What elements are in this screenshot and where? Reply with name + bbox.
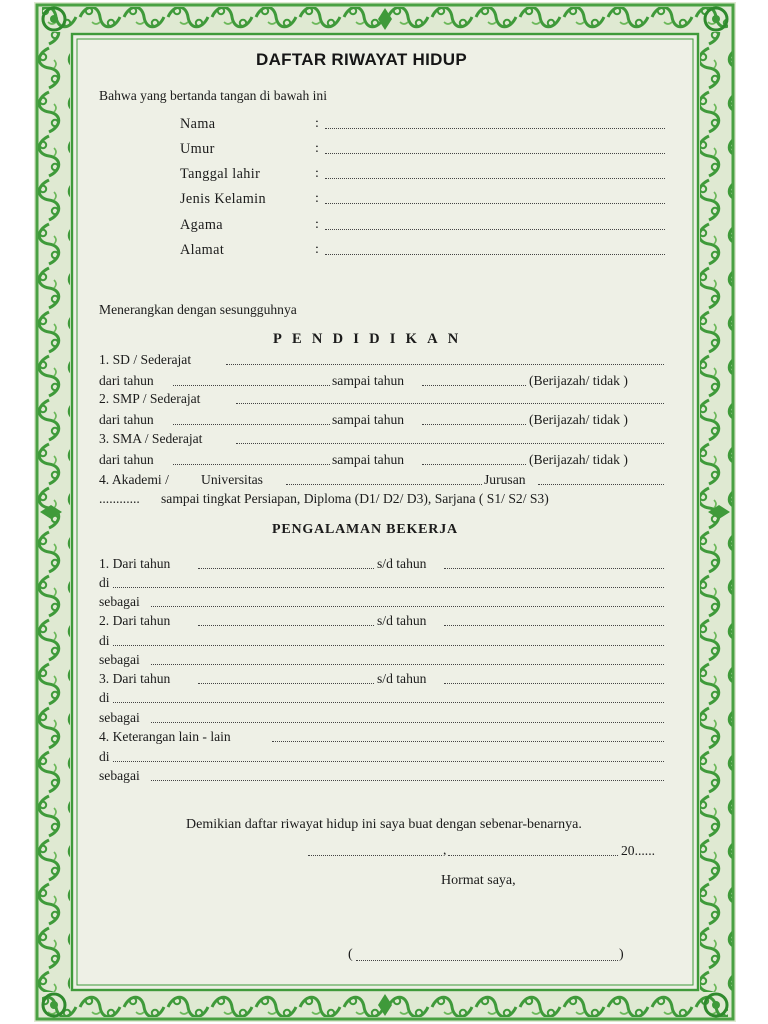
- field-blank-agama[interactable]: [325, 229, 665, 230]
- date-blank[interactable]: [448, 855, 618, 856]
- work-other-label: 4. Keterangan lain - lain: [99, 729, 231, 744]
- work-1-until-blank[interactable]: [444, 568, 664, 569]
- education-sd-blank[interactable]: [226, 364, 664, 365]
- education-level-lead[interactable]: ............: [99, 491, 140, 506]
- work-2-at-blank[interactable]: [113, 645, 664, 646]
- place-blank[interactable]: [308, 855, 442, 856]
- education-from-label: dari tahun: [99, 452, 154, 467]
- work-heading: PENGALAMAN BEKERJA: [272, 522, 458, 537]
- field-colon: :: [315, 191, 319, 206]
- regards-text: Hormat saya,: [441, 873, 516, 888]
- work-2-as-blank[interactable]: [151, 664, 664, 665]
- education-smp-blank[interactable]: [236, 403, 664, 404]
- date-comma: ,: [443, 842, 447, 857]
- work-3-from-blank[interactable]: [198, 683, 374, 684]
- work-other-at-blank[interactable]: [113, 761, 664, 762]
- work-as-label: sebagai: [99, 652, 140, 667]
- work-as-label: sebagai: [99, 710, 140, 725]
- education-smp-until-blank[interactable]: [422, 424, 526, 425]
- field-blank-umur[interactable]: [325, 153, 665, 154]
- education-sd-until-blank[interactable]: [422, 385, 526, 386]
- work-3-until-blank[interactable]: [444, 683, 664, 684]
- work-3-as-blank[interactable]: [151, 722, 664, 723]
- education-cert-label: (Berijazah/ tidak ): [529, 452, 628, 467]
- education-sd-label: 1. SD / Sederajat: [99, 352, 192, 367]
- education-cert-label: (Berijazah/ tidak ): [529, 373, 628, 388]
- signature-blank[interactable]: [356, 960, 618, 961]
- education-sma-label: 3. SMA / Sederajat: [99, 431, 203, 446]
- work-1-as-blank[interactable]: [151, 606, 664, 607]
- work-at-label: di: [99, 749, 110, 764]
- work-2-from-blank[interactable]: [198, 625, 374, 626]
- field-label-jenis-kelamin: Jenis Kelamin: [180, 191, 266, 207]
- work-at-label: di: [99, 575, 110, 590]
- ornamental-border: [34, 2, 736, 1022]
- work-other-blank[interactable]: [272, 741, 664, 742]
- year-field[interactable]: 20......: [621, 843, 655, 858]
- education-from-label: dari tahun: [99, 412, 154, 427]
- intro-text: Bahwa yang bertanda tangan di bawah ini: [99, 88, 327, 103]
- education-sma-blank[interactable]: [236, 443, 664, 444]
- work-1-label: 1. Dari tahun: [99, 556, 171, 571]
- signature-close-paren: ): [619, 947, 624, 962]
- field-label-alamat: Alamat: [180, 242, 225, 258]
- field-label-tanggal-lahir: Tanggal lahir: [180, 166, 261, 182]
- education-sd-from-blank[interactable]: [173, 385, 330, 386]
- education-from-label: dari tahun: [99, 373, 154, 388]
- education-smp-label: 2. SMP / Sederajat: [99, 391, 201, 406]
- field-blank-alamat[interactable]: [325, 254, 665, 255]
- work-1-at-blank[interactable]: [113, 587, 664, 588]
- education-jurusan-label: Jurusan: [484, 472, 526, 487]
- document-title: DAFTAR RIWAYAT HIDUP: [256, 50, 467, 69]
- field-colon: :: [315, 116, 319, 131]
- work-2-label: 2. Dari tahun: [99, 613, 171, 628]
- work-until-label: s/d tahun: [377, 671, 427, 686]
- closing-statement: Demikian daftar riwayat hidup ini saya buat dengan sebenar-benarnya.: [186, 817, 582, 832]
- education-level-text: sampai tingkat Persiapan, Diploma (D1/ D2/ D3), Sarjana ( S1/ S2/ S3): [161, 491, 549, 506]
- field-label-umur: Umur: [180, 141, 215, 157]
- work-1-from-blank[interactable]: [198, 568, 374, 569]
- field-colon: :: [315, 242, 319, 257]
- education-cert-label: (Berijazah/ tidak ): [529, 412, 628, 427]
- education-universitas-blank[interactable]: [286, 484, 482, 485]
- statement-text: Menerangkan dengan sesungguhnya: [99, 302, 297, 317]
- field-colon: :: [315, 141, 319, 156]
- education-jurusan-blank[interactable]: [538, 484, 664, 485]
- field-blank-jenis-kelamin[interactable]: [325, 203, 665, 204]
- field-blank-nama[interactable]: [325, 128, 665, 129]
- education-sma-from-blank[interactable]: [173, 464, 330, 465]
- work-as-label: sebagai: [99, 594, 140, 609]
- field-colon: :: [315, 217, 319, 232]
- work-as-label: sebagai: [99, 768, 140, 783]
- work-other-as-blank[interactable]: [151, 780, 664, 781]
- signature-open-paren: (: [348, 947, 353, 962]
- field-blank-tanggal-lahir[interactable]: [325, 178, 665, 179]
- education-until-label: sampai tahun: [332, 373, 405, 388]
- work-3-at-blank[interactable]: [113, 702, 664, 703]
- work-3-label: 3. Dari tahun: [99, 671, 171, 686]
- work-at-label: di: [99, 633, 110, 648]
- work-at-label: di: [99, 690, 110, 705]
- field-label-nama: Nama: [180, 116, 216, 132]
- education-sma-until-blank[interactable]: [422, 464, 526, 465]
- education-until-label: sampai tahun: [332, 452, 405, 467]
- certificate-paper: [34, 2, 736, 1022]
- education-until-label: sampai tahun: [332, 412, 405, 427]
- education-universitas-label: Universitas: [201, 472, 263, 487]
- education-smp-from-blank[interactable]: [173, 424, 330, 425]
- field-colon: :: [315, 166, 319, 181]
- work-2-until-blank[interactable]: [444, 625, 664, 626]
- work-until-label: s/d tahun: [377, 613, 427, 628]
- education-akademi-label: 4. Akademi /: [99, 472, 169, 487]
- work-until-label: s/d tahun: [377, 556, 427, 571]
- field-label-agama: Agama: [180, 217, 223, 233]
- education-heading: PENDIDIKAN: [273, 331, 469, 347]
